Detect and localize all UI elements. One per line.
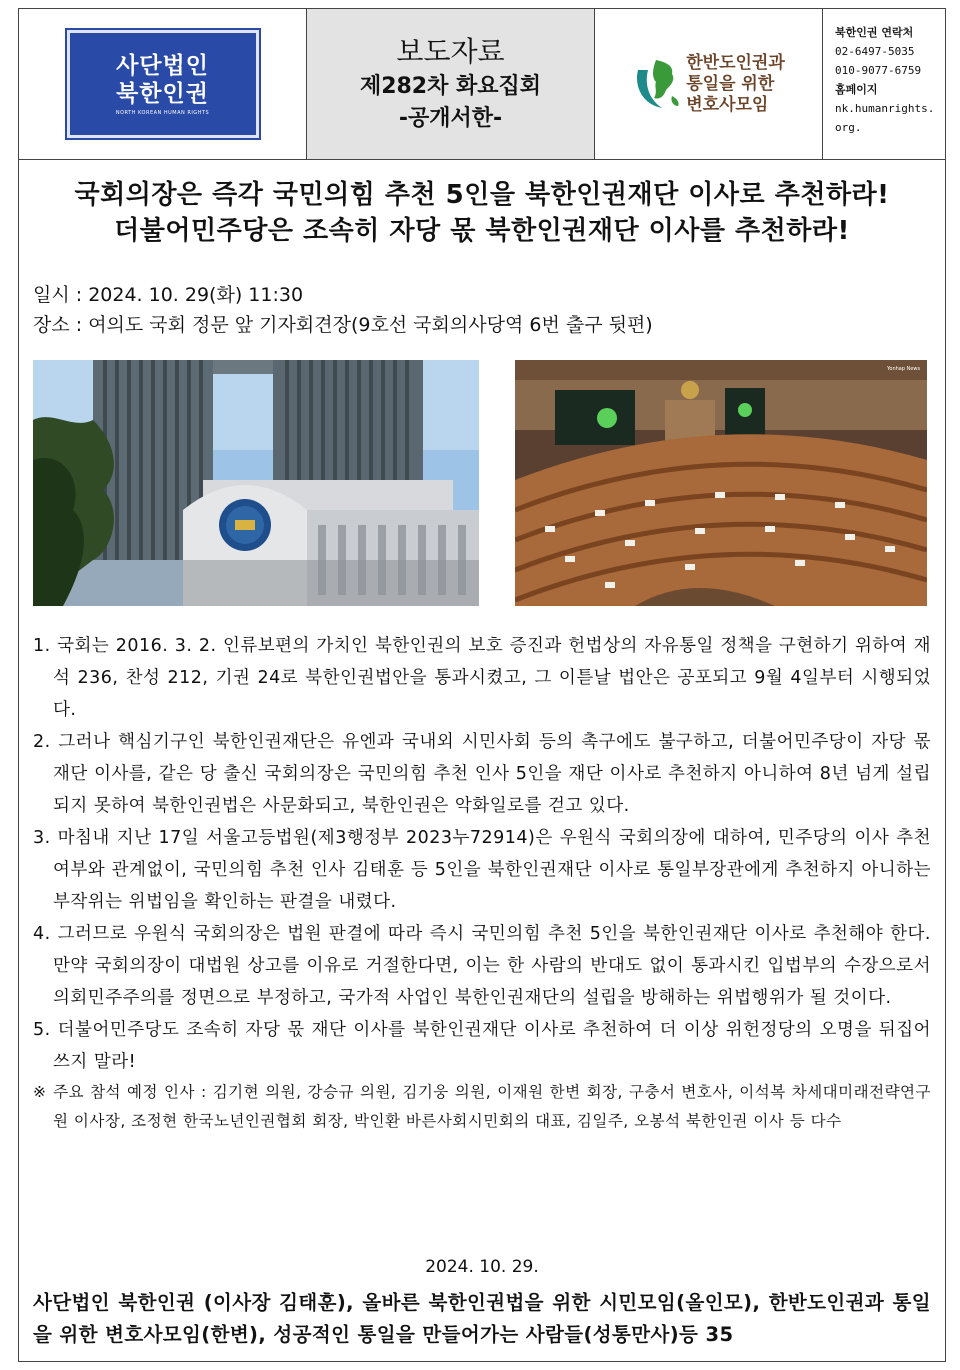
lawyers-logo-cell [595, 9, 823, 159]
headline [19, 177, 945, 249]
event-title: 제282차 화요집회 [359, 74, 542, 99]
body-text [33, 630, 931, 1136]
lawyers-logo-line2: 통일을 위한 [686, 73, 775, 94]
headline-line1: 국회의장은 즉각 국민의힘 추천 5인을 북한인권재단 이사로 추천하라! [74, 180, 890, 210]
court-building-photo [33, 360, 479, 606]
contact-phone2: 010-9077-6759 [835, 64, 922, 77]
header-table [18, 8, 946, 160]
nk-human-rights-logo [67, 30, 259, 138]
org-logo-cell [19, 9, 307, 159]
contact-phone1: 02-6497-5035 [835, 45, 915, 58]
homepage-url-line2: org. [835, 121, 862, 134]
body-item-2: 2. 그러나 핵심기구인 북한인권재단은 유엔과 국내외 시민사회 등의 촉구에도 불구하고, 더불어민주당이 자당 몫 재단 이사를, 같은 당 출신 국회의장은 국민의힘 추천 인사 5인을 재단 이사로 추천하지 아니하여 8년 넘게 설립되지 못하여 북한인권법은 사문화되고, 북한인권은 악화일로를 걷고 있다. [33, 732, 931, 816]
contact-cell [823, 9, 945, 159]
photo-credit: Yonhap News [887, 366, 921, 372]
attendee-note: ※ 주요 참석 예정 인사 : 김기현 의원, 강승규 의원, 김기웅 의원, 이재원 한변 회장, 구충서 변호사, 이석복 차세대미래전략연구원 이사장, 조정현 한국노년인권협회 회장, 박인환 바른사회시민회의 대표, 김일주, 오봉석 북한인권 이사 등 다수 [33, 1083, 931, 1130]
event-place: 장소 : 여의도 국회 정문 앞 기자회견장(9호선 국회의사당역 6번 출구 뒷편) [33, 314, 653, 336]
body-item-1: 1. 국회는 2016. 3. 2. 인류보편의 가치인 북한인권의 보호 증진과 헌법상의 자유통일 정책을 구현하기 위하여 재석 236, 찬성 212, 기권 24로 북한인권법안을 통과시켰고, 그 이튿날 법안은 공포되고 9월 4일부터 시행되었다. [33, 636, 931, 720]
event-meta [33, 280, 653, 340]
logo-line1: 사단법인 [116, 53, 209, 79]
lawyers-association-logo [632, 53, 785, 116]
main-content [18, 160, 946, 1362]
body-item-3: 3. 마침내 지난 17일 서울고등법원(제3행정부 2023누72914)은 우원식 국회의장에 대하여, 민주당의 이사 추천 여부와 관계없이, 국민의힘 추천 인사 김태훈 등 5인을 북한인권재단 이사로 통일부장관에게 추천하지 아니하는 부작위는 위법임을 확인하는 판결을 내렸다. [33, 828, 931, 912]
assembly-hall-photo [515, 360, 927, 606]
event-date: 일시 : 2024. 10. 29(화) 11:30 [33, 284, 304, 306]
logo-tagline: NORTH KOREAN HUMAN RIGHTS [115, 110, 210, 116]
press-label: 보도자료 [396, 35, 505, 68]
homepage-label: 홈페이지 [835, 83, 878, 96]
lawyers-logo-line3: 변호사모임 [686, 94, 769, 115]
release-date: 2024. 10. 29. [425, 1257, 539, 1277]
body-item-4: 4. 그러므로 우원식 국회의장은 법원 판결에 따라 즉시 국민의힘 추천 5인을 북한인권재단 이사로 추천해야 한다. 만약 국회의장이 대법원 상고를 이유로 거절한다면, 이는 한 사람의 반대도 없이 통과시킨 입법부의 수장으로서 의회민주주의를 정면으로 부정하고, 국가적 사업인 북한인권재단의 설립을 방해하는 위법행위가 될 것이다. [33, 924, 931, 1008]
body-item-5: 5. 더불어민주당도 조속히 자당 몫 재단 이사를 북한인권재단 이사로 추천하여 더 이상 위헌정당의 오명을 뒤집어쓰지 말라! [33, 1020, 931, 1072]
contact-title: 북한인권 연락처 [835, 26, 914, 39]
press-release-cell [307, 9, 595, 159]
event-subtitle: -공개서한- [398, 106, 503, 131]
logo-line2: 북한인권 [116, 81, 209, 107]
signatories: 사단법인 북한인권 (이사장 김태훈), 올바른 북한인권법을 위한 시민모임(올인모), 한반도인권과 통일을 위한 변호사모임(한변), 성공적인 통일을 만들어가는 사람들(성통만사)등 35 [33, 1291, 931, 1346]
headline-line2: 더불어민주당은 조속히 자당 몫 북한인권재단 이사를 추천하라! [114, 216, 850, 246]
lawyers-logo-line1: 한반도인권과 [686, 52, 785, 73]
korean-peninsula-icon [632, 56, 684, 112]
homepage-url-line1: nk.humanrights. [835, 102, 935, 115]
